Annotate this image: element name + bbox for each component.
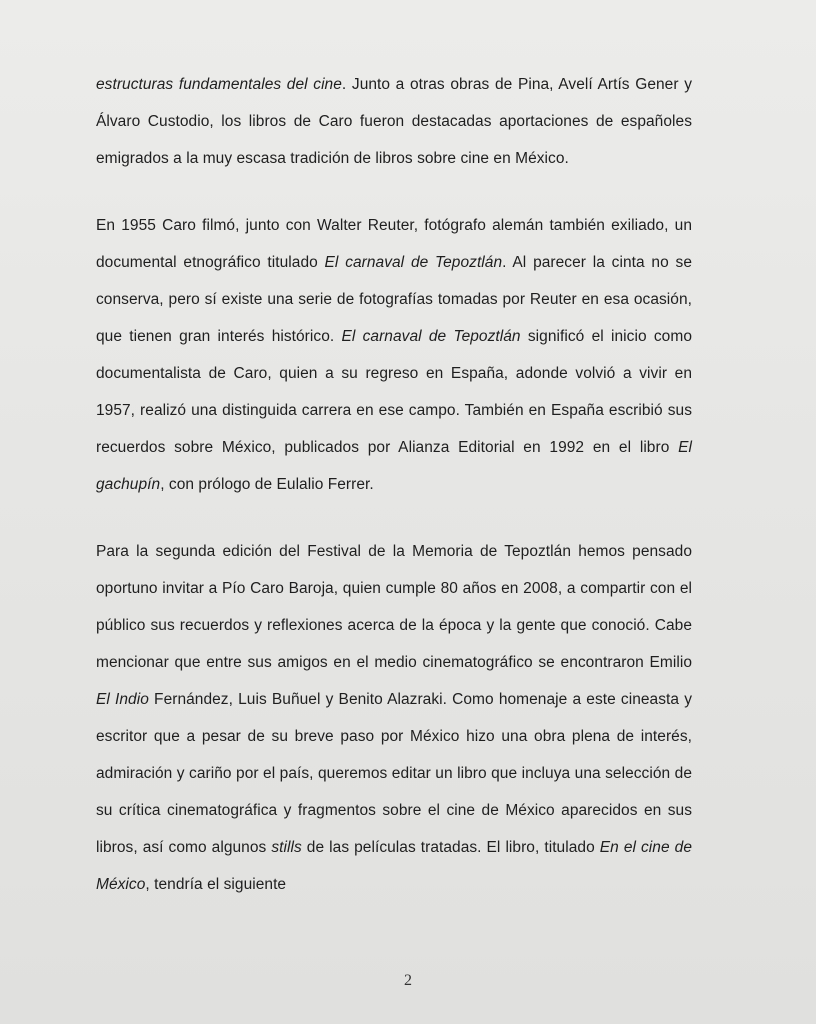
text-run: . Al parecer la cinta no se conserva, pero sí existe una serie de fotografías tomadas por Reuter en esa ocasión, que tienen gran interés histórico. — [96, 254, 692, 345]
italic-title-text: El gachupín — [96, 439, 692, 493]
italic-title-text: El carnaval de Tepoztlán — [324, 254, 503, 271]
italic-title-text: El Indio — [96, 691, 149, 708]
text-run: , tendría el siguiente — [145, 876, 287, 893]
text-run: Fernández, Luis Buñuel y Benito Alazraki. Como homenaje a este cineasta y escritor que a pesar de su breve paso por México hizo una obra plena de interés, admiración y cariño por el país, queremos editar un libro que incluya una selección de su crítica cinematográfica y fragmentos sobre el cine de México aparecidos en sus libros, así como algunos — [96, 691, 692, 856]
italic-title-text: estructuras fundamentales del cine — [96, 76, 342, 93]
body-text — [96, 66, 692, 903]
text-run: , con prólogo de Eulalio Ferrer. — [160, 476, 374, 493]
paragraph-3 — [96, 533, 692, 903]
italic-title-text: En el cine de México — [96, 839, 692, 893]
text-run: significó el inicio como documentalista de Caro, quien a su regreso en España, adonde volvió a vivir en 1957, realizó una distinguida carrera en ese campo. También en España escribió sus recuerdos sobre México, publicados por Alianza Editorial en 1992 en el libro — [96, 328, 692, 456]
italic-title-text: El carnaval de Tepoztlán — [341, 328, 521, 345]
text-run: . Junto a otras obras de Pina, Avelí Artís Gener y Álvaro Custodio, los libros de Caro fueron destacadas aportaciones de españoles emigrados a la muy escasa tradición de libros sobre cine en México. — [96, 76, 692, 167]
paragraph-1 — [96, 66, 692, 177]
italic-title-text: stills — [271, 839, 302, 856]
text-run: de las películas tratadas. El libro, titulado — [301, 839, 600, 856]
page-number: 2 — [404, 972, 412, 989]
paragraph-2 — [96, 207, 692, 503]
text-run: En 1955 Caro filmó, junto con Walter Reuter, fotógrafo alemán también exiliado, un documental etnográfico titulado — [96, 217, 692, 271]
text-run: Para la segunda edición del Festival de la Memoria de Tepoztlán hemos pensado oportuno invitar a Pío Caro Baroja, quien cumple 80 años en 2008, a compartir con el público sus recuerdos y reflexiones acerca de la época y la gente que conoció. Cabe mencionar que entre sus amigos en el medio cinematográfico se encontraron Emilio — [96, 543, 692, 671]
